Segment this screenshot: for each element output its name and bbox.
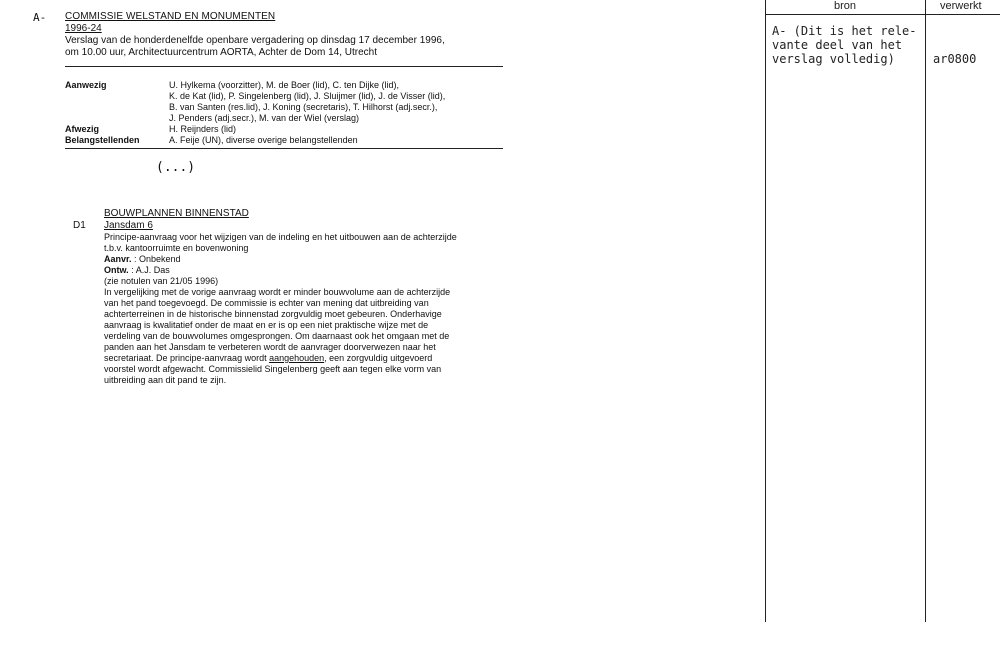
present-line: K. de Kat (lid), P. Singelenberg (lid), J. Sluijmer (lid), J. de Visser (lid), (169, 91, 446, 101)
column-header-verwerkt: verwerkt (940, 0, 982, 12)
body-line: In vergelijking met de vorige aanvraag wordt er minder bouwvolume aan de achterzijde (104, 287, 451, 297)
body-line: verdeling van de bouwvolumes omgesprongen. Om daarnaast ook het omgaan met de (104, 331, 450, 341)
present-line: J. Penders (adj.secr.), M. van der Wiel (verslag) (169, 113, 360, 123)
designer-row (104, 265, 170, 275)
notes-reference: (zie notulen van 21/05 1996) (104, 276, 219, 286)
body-line-end: , een zorgvuldig uitgevoerd (324, 353, 433, 363)
committee-title: COMMISSIE WELSTAND EN MONUMENTEN (65, 11, 276, 22)
absent-value: H. Reijnders (lid) (169, 124, 237, 134)
letter-mark: A- (33, 11, 47, 24)
body-line: uitbreiding aan dit pand te zijn. (104, 375, 227, 385)
report-intro-line: Verslag van de honderdenelfde openbare vergadering op dinsdag 17 december 1996, (65, 35, 445, 46)
present-line: B. van Santen (res.lid), J. Koning (secretaris), T. Hilhorst (adj.secr.), (169, 102, 438, 112)
processed-code: ar0800 (933, 52, 977, 66)
form-header-rule (765, 14, 1000, 15)
body-line: van het pand toegevoegd. De commissie is echter van mening dat uitbreiding van (104, 298, 429, 308)
designer-value: : A.J. Das (131, 265, 170, 275)
absent-label: Afwezig (65, 124, 100, 134)
source-note-line: verslag volledig) (772, 52, 895, 66)
body-line: panden aan het Jansdam te verbeteren wordt de aanvrager doorverwezen naar het (104, 342, 436, 352)
column-header-bron: bron (834, 0, 857, 12)
body-line: achterterreinen in de historische binnenstad zorgvuldig moet gebeuren. Onderhavige (104, 309, 442, 319)
request-line: Principe-aanvraag voor het wijzigen van de indeling en het uitbouwen aan de achterzijde (104, 232, 457, 242)
section-heading: BOUWPLANNEN BINNENSTAD (104, 208, 249, 219)
applicant-value: : Onbekend (134, 254, 181, 264)
source-note-line: A- (Dit is het rele- (772, 24, 917, 38)
report-intro-line: om 10.00 uur, Architectuurcentrum AORTA, Achter de Dom 14, Utrecht (65, 47, 377, 58)
form-column-divider (925, 0, 926, 622)
body-line: voorstel wordt afgewacht. Commissielid Singelenberg geeft aan tegen elke vorm van (104, 364, 442, 374)
attendance-divider (65, 148, 503, 149)
stakeholders-value: A. Feije (UN), diverse overige belangstellenden (169, 135, 358, 145)
applicant-label: Aanvr. (104, 254, 132, 264)
omission-mark: (...) (156, 160, 196, 175)
stakeholders-label: Belangstellenden (65, 135, 140, 145)
applicant-row (104, 254, 181, 264)
body-line-decision (104, 353, 432, 363)
present-label: Aanwezig (65, 80, 107, 90)
report-number: 1996-24 (65, 23, 102, 34)
request-line: t.b.v. kantoorruimte en bovenwoning (104, 243, 249, 253)
item-code: D1 (73, 220, 86, 231)
designer-label: Ontw. (104, 265, 129, 275)
item-title: Jansdam 6 (104, 220, 153, 231)
header-divider (65, 66, 503, 67)
present-line: U. Hylkema (voorzitter), M. de Boer (lid), C. ten Dijke (lid), (169, 80, 400, 90)
body-line-start: secretariaat. De principe-aanvraag wordt (104, 353, 270, 363)
decision-word: aangehouden (269, 353, 325, 363)
body-line: aanvraag is kwalitatief onder de maat en er is op een niet praktische wijze met de (104, 320, 429, 330)
form-left-border (765, 0, 766, 622)
source-note-line: vante deel van het (772, 38, 903, 52)
